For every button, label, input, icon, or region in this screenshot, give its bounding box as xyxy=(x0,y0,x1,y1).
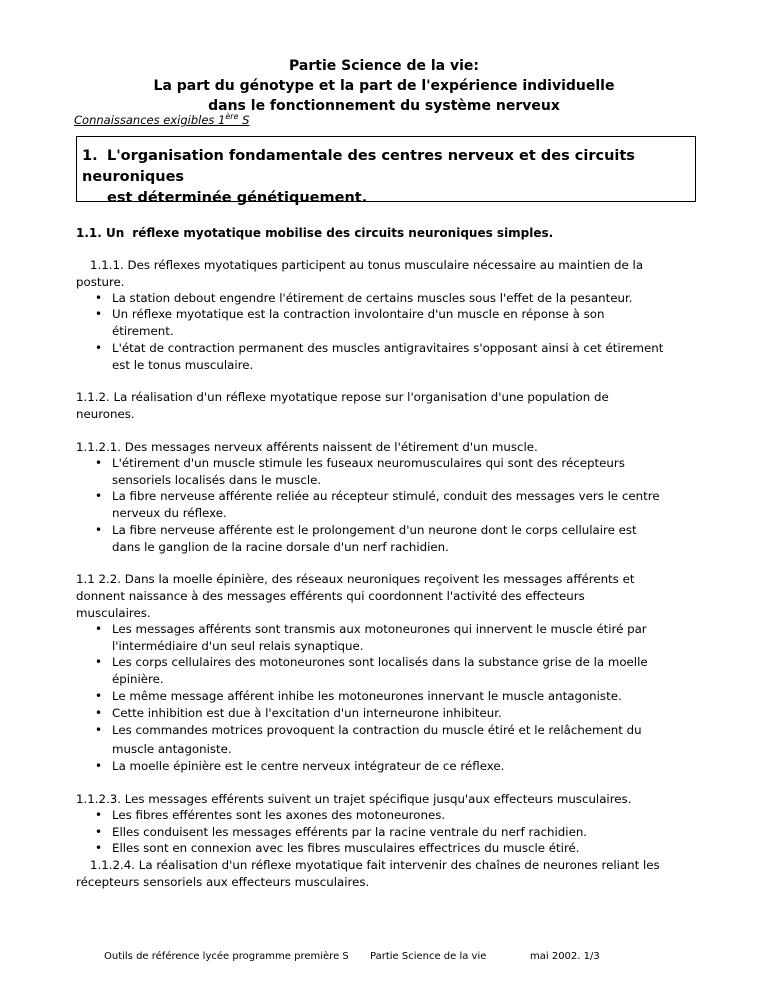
footer-right: mai 2002. 1/3 xyxy=(530,951,600,962)
list-item-continuation: nerveux du réflexe. xyxy=(112,506,227,520)
list-item-continuation: sensoriels localisés dans le muscle. xyxy=(112,473,322,487)
list-item: • Les commandes motrices provoquent la contraction du muscle étiré et le relâchement du xyxy=(112,722,702,739)
list-item: • La station debout engendre l'étirement de certains muscles sous l'effet de la pesanteur. xyxy=(112,290,702,307)
paragraph: 1.1.2.1. Des messages nerveux afférents naissent de l'étirement d'un muscle. xyxy=(76,440,538,454)
paragraph-continuation: récepteurs sensoriels aux effecteurs musculaires. xyxy=(76,875,370,889)
paragraph: 1.1 2.2. Dans la moelle épinière, des réseaux neuroniques reçoivent les messages afférents et xyxy=(76,572,635,586)
list-item: • Cette inhibition est due à l'excitation d'un interneurone inhibiteur. xyxy=(112,705,702,722)
list-item-continuation: étirement. xyxy=(112,324,174,338)
chapter-heading-line-2: est déterminée génétiquement. xyxy=(107,190,368,206)
page-title-line-1: Partie Science de la vie: xyxy=(289,58,479,74)
list-item: • La moelle épinière est le centre nerveux intégrateur de ce réflexe. xyxy=(112,758,702,775)
paragraph-continuation: posture. xyxy=(76,275,125,289)
chapter-heading xyxy=(82,146,702,209)
list-item: • Elles sont en connexion avec les fibres musculaires effectrices du muscle étiré. xyxy=(112,840,702,857)
section-number: 1.1. Un xyxy=(76,226,125,240)
subtitle-superscript: ère xyxy=(225,112,239,122)
list-item: • L'état de contraction permanent des muscles antigravitaires s'opposant ainsi à cet étirement xyxy=(112,340,702,357)
list-item: • La fibre nerveuse afférente est le prolongement d'un neurone dont le corps cellulaire est xyxy=(112,522,702,539)
list-item: • Les messages afférents sont transmis aux motoneurones qui innervent le muscle étiré par xyxy=(112,621,702,638)
list-item-continuation: épinière. xyxy=(112,672,164,686)
chapter-heading-line-1: L'organisation fondamentale des centres nerveux et des circuits neuroniques xyxy=(82,148,635,185)
list-item: • Le même message afférent inhibe les motoneurones innervant le muscle antagoniste. xyxy=(112,688,702,705)
paragraph-continuation: donnent naissance à des messages efférents qui coordonnent l'activité des effecteurs xyxy=(76,589,585,603)
paragraph: 1.1.2.3. Les messages efférents suivent un trajet spécifique jusqu'aux effecteurs musculaires. xyxy=(76,792,632,806)
paragraph-continuation: neurones. xyxy=(76,407,135,421)
list-item-continuation: muscle antagoniste. xyxy=(112,742,232,756)
list-item: • Les fibres efférentes sont les axones des motoneurones. xyxy=(112,807,702,824)
list-item: • Elles conduisent les messages efférents par la racine ventrale du nerf rachidien. xyxy=(112,824,702,841)
subtitle-text: Connaissances exigibles 1 xyxy=(74,113,226,127)
list-item-continuation: est le tonus musculaire. xyxy=(112,358,254,372)
list-item-continuation: l'intermédiaire d'un seul relais synaptique. xyxy=(112,639,364,653)
section-title: réflexe myotatique mobilise des circuits neuroniques simples. xyxy=(132,226,554,240)
list-item-continuation: dans le ganglion de la racine dorsale d'un nerf rachidien. xyxy=(112,540,449,554)
list-item: • La fibre nerveuse afférente reliée au récepteur stimulé, conduit des messages vers le centre xyxy=(112,488,702,505)
section-heading xyxy=(76,225,553,242)
list-item: • Les corps cellulaires des motoneurones sont localisés dans la substance grise de la moelle xyxy=(112,654,702,671)
list-item: • L'étirement d'un muscle stimule les fuseaux neuromusculaires qui sont des récepteurs xyxy=(112,455,702,472)
subtitle xyxy=(74,112,249,128)
subtitle-suffix: S xyxy=(238,113,250,127)
paragraph-continuation: musculaires. xyxy=(76,606,151,620)
chapter-number: 1. xyxy=(82,148,98,164)
page-title-line-2: La part du génotype et la part de l'expérience individuelle xyxy=(153,78,615,94)
paragraph: 1.1.1. Des réflexes myotatiques participent au tonus musculaire nécessaire au maintien de la xyxy=(90,258,644,272)
list-item: • Un réflexe myotatique est la contraction involontaire d'un muscle en réponse à son xyxy=(112,306,702,323)
footer-middle: Partie Science de la vie xyxy=(370,951,487,962)
footer-left: Outils de référence lycée programme première S xyxy=(104,951,349,962)
paragraph: 1.1.2.4. La réalisation d'un réflexe myotatique fait intervenir des chaînes de neurones reliant les xyxy=(90,858,660,872)
paragraph: 1.1.2. La réalisation d'un réflexe myotatique repose sur l'organisation d'une population de xyxy=(76,390,609,404)
page-title-line-3: dans le fonctionnement du système nerveux xyxy=(208,98,560,114)
